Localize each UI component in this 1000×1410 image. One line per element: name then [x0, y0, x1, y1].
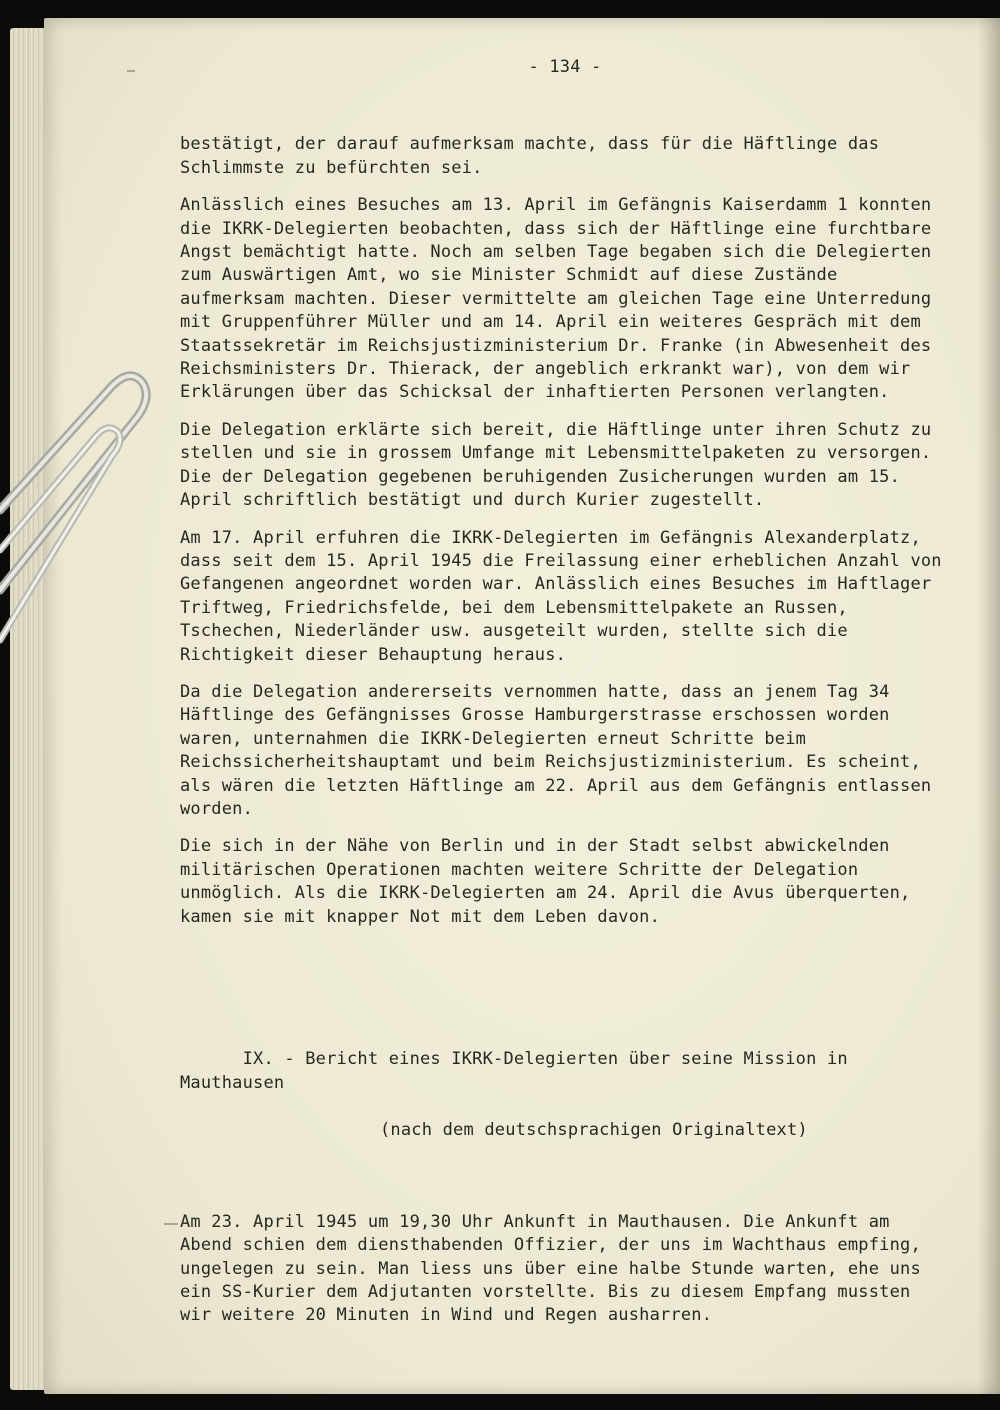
paragraph-5: Da die Delegation andererseits vernommen hatte, dass an jenem Tag 34 Häftlinge des Gefängnisses Grosse Hamburgerstrasse erschossen worden waren, unternahmen die IKRK-Delegierten erneut Schritte beim Reichssicherheitshauptamt und beim Reichsjustizministerium. Es scheint, als wären die letzten Häftlinge am 22. April aus dem Gefängnis entlassen worden. — [180, 681, 942, 819]
section-heading-subtitle: (nach dem deutschsprachigen Originaltext) — [380, 1119, 808, 1140]
paragraph-2: Anlässlich eines Besuches am 13. April im Gefängnis Kaiserdamm 1 konnten die IKRK-Delegierten beobachten, dass sich der Häftlinge eine furchtbare Angst bemächtigt hatte. Noch am selben Tage begaben sich die Delegierten zum Auswärtigen Amt, wo sie Minister Schmidt auf diese Zustände aufmerksam machten. Dieser vermittelte am gleichen Tage eine Unterredung mit Gruppenführer Müller und am 14. April ein weiteres Gespräch mit dem Staatssekretär im Reichsjustizministerium Dr. Franke (in Abwesenheit des Reichsministers Dr. Thierack, der angeblich erkrankt war), von dem wir Erklärungen über das Schicksal der inhaftierten Personen verlangten. — [180, 195, 942, 403]
margin-mark — [164, 1223, 178, 1225]
section-heading — [180, 1025, 950, 1189]
paragraph-3: Die Delegation erklärte sich bereit, die Häftlinge unter ihren Schutz zu stellen und sie in grossem Umfange mit Lebensmittelpaketen zu versorgen. Die der Delegation gegebenen beruhigenden Zusicherungen wurden am 15. April schriftlich bestätigt und durch Kurier zugestellt. — [180, 419, 942, 511]
margin-mark — [127, 70, 135, 72]
section-paragraph: Am 23. April 1945 um 19,30 Uhr Ankunft in Mauthausen. Die Ankunft am Abend schien dem diensthabenden Offizier, der uns im Wachthaus empfing, ungelegen zu sein. Man liess uns über eine halbe Stunde warten, ehe uns ein SS-Kurier dem Adjutanten vorstellte. Bis zu diesem Empfang mussten wir weitere 20 Minuten in Wind und Regen ausharren. — [180, 1211, 932, 1326]
section-gap — [180, 943, 950, 1025]
paragraph-4: Am 17. April erfuhren die IKRK-Delegierten im Gefängnis Alexanderplatz, dass seit dem 15. April 1945 die Freilassung einer erheblichen Anzahl von Gefangenen angeordnet worden war. Anlässlich eines Besuches im Haftlager Triftweg, Friedrichsfelde, bei dem Lebensmittelpakete an Russen, Tschechen, Niederländer usw. ausgeteilt wurden, stellte sich die Richtigkeit dieser Behauptung heraus. — [180, 527, 953, 665]
page-text — [180, 56, 953, 1342]
paragraph-1: bestätigt, der darauf aufmerksam machte, dass für die Häftlinge das Schlimmste zu befürchten sei. — [180, 134, 890, 178]
paper-clip — [0, 360, 170, 700]
gutter-shadow — [978, 18, 1000, 1394]
page-number: - 134 - — [528, 57, 602, 77]
section-heading-title: IX. - Bericht eines IKRK-Delegierten über seine Mission in Mauthausen — [180, 1049, 859, 1093]
paragraph-6: Die sich in der Nähe von Berlin und in der Stadt selbst abwickelnden militärischen Operationen machten weitere Schritte der Delegation unmöglich. Als die IKRK-Delegierten am 24. April die Avus überquerten, kamen sie mit knapper Not mit dem Leben davon. — [180, 836, 921, 927]
